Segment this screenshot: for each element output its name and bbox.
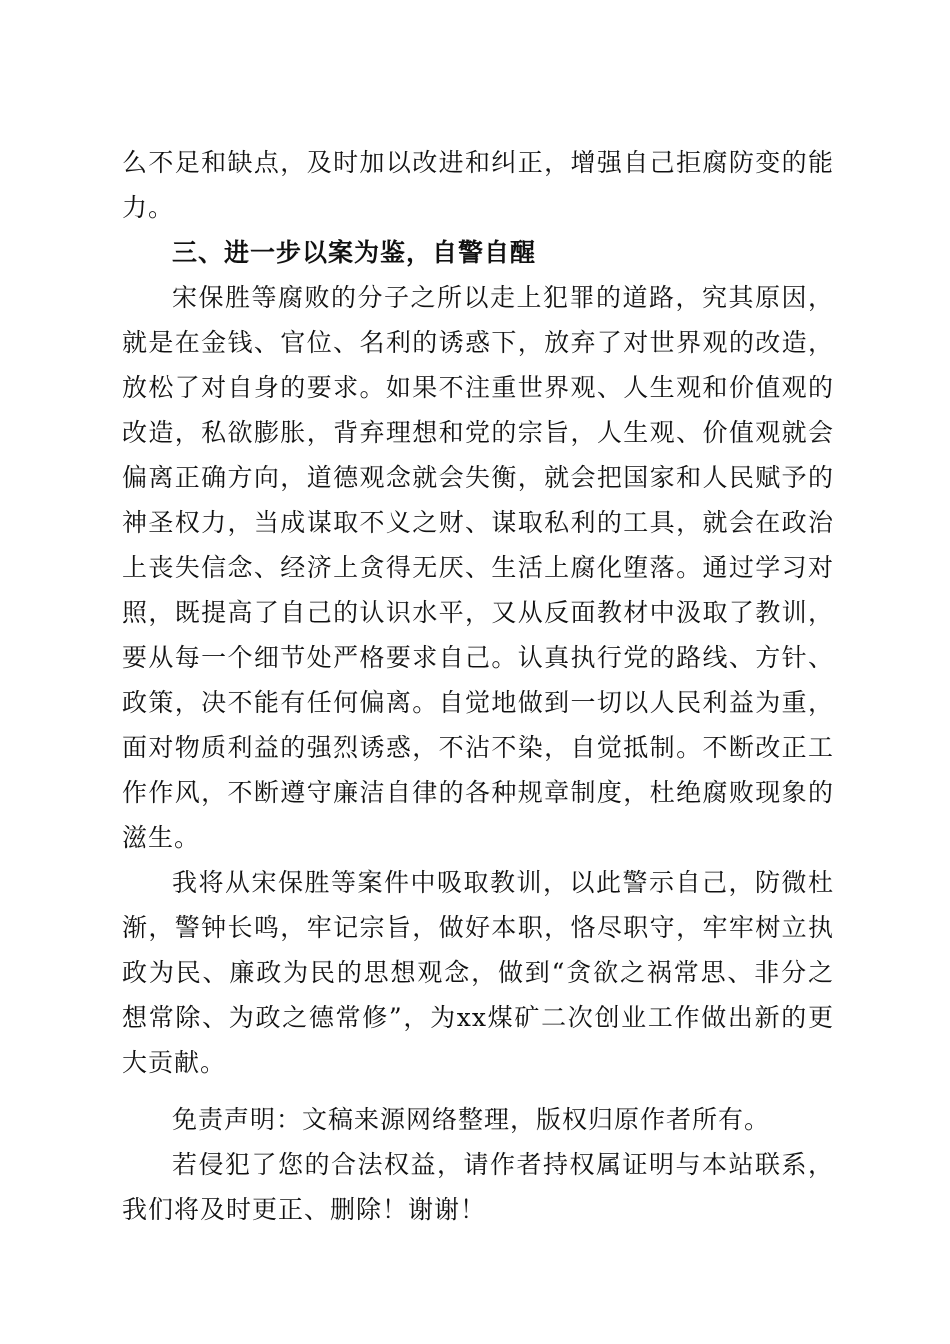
document-body — [122, 140, 834, 1232]
section-heading: 三、进一步以案为鉴，自警自醒 — [172, 238, 537, 267]
paragraph-body: 宋保胜等腐败的分子之所以走上犯罪的道路，究其原因，就是在金钱、官位、名利的诱惑下，放弃了对世界观的改造，放松了对自身的要求。如果不注重世界观、人生观和价值观的改造，私欲膨胀，背弃理想和党的宗旨，人生观、价值观就会偏离正确方向，道德观念就会失衡，就会把国家和人民赋予的神圣权力，当成谋取不义之财、谋取私利的工具，就会在政治上丧失信念、经济上贪得无厌、生活上腐化堕落。通过学习对照，既提高了自己的认识水平，又从反面教材中汲取了教训，要从每一个细节处严格要求自己。认真执行党的路线、方针、政策，决不能有任何偏离。自觉地做到一切以人民利益为重，面对物质利益的强烈诱惑，不沾不染，自觉抵制。不断改正工作作风，不断遵守廉洁自律的各种规章制度，杜绝腐败现象的滋生。 — [122, 283, 834, 852]
paragraph-continued: 么不足和缺点，及时加以改进和纠正，增强自己拒腐防变的能力。 — [122, 148, 834, 222]
contact-notice: 若侵犯了您的合法权益，请作者持权属证明与本站联系，我们将及时更正、删除！谢谢！ — [122, 1150, 834, 1224]
paragraph-conclusion: 我将从宋保胜等案件中吸取教训，以此警示自己，防微杜渐，警钟长鸣，牢记宗旨，做好本职，恪尽职守，牢牢树立执政为民、廉政为民的思想观念，做到“贪欲之祸常思、非分之想常除、为政之德常修”，为xx煤矿二次创业工作做出新的更大贡献。 — [122, 868, 834, 1077]
disclaimer-text: 免责声明：文稿来源网络整理，版权归原作者所有。 — [172, 1105, 771, 1134]
